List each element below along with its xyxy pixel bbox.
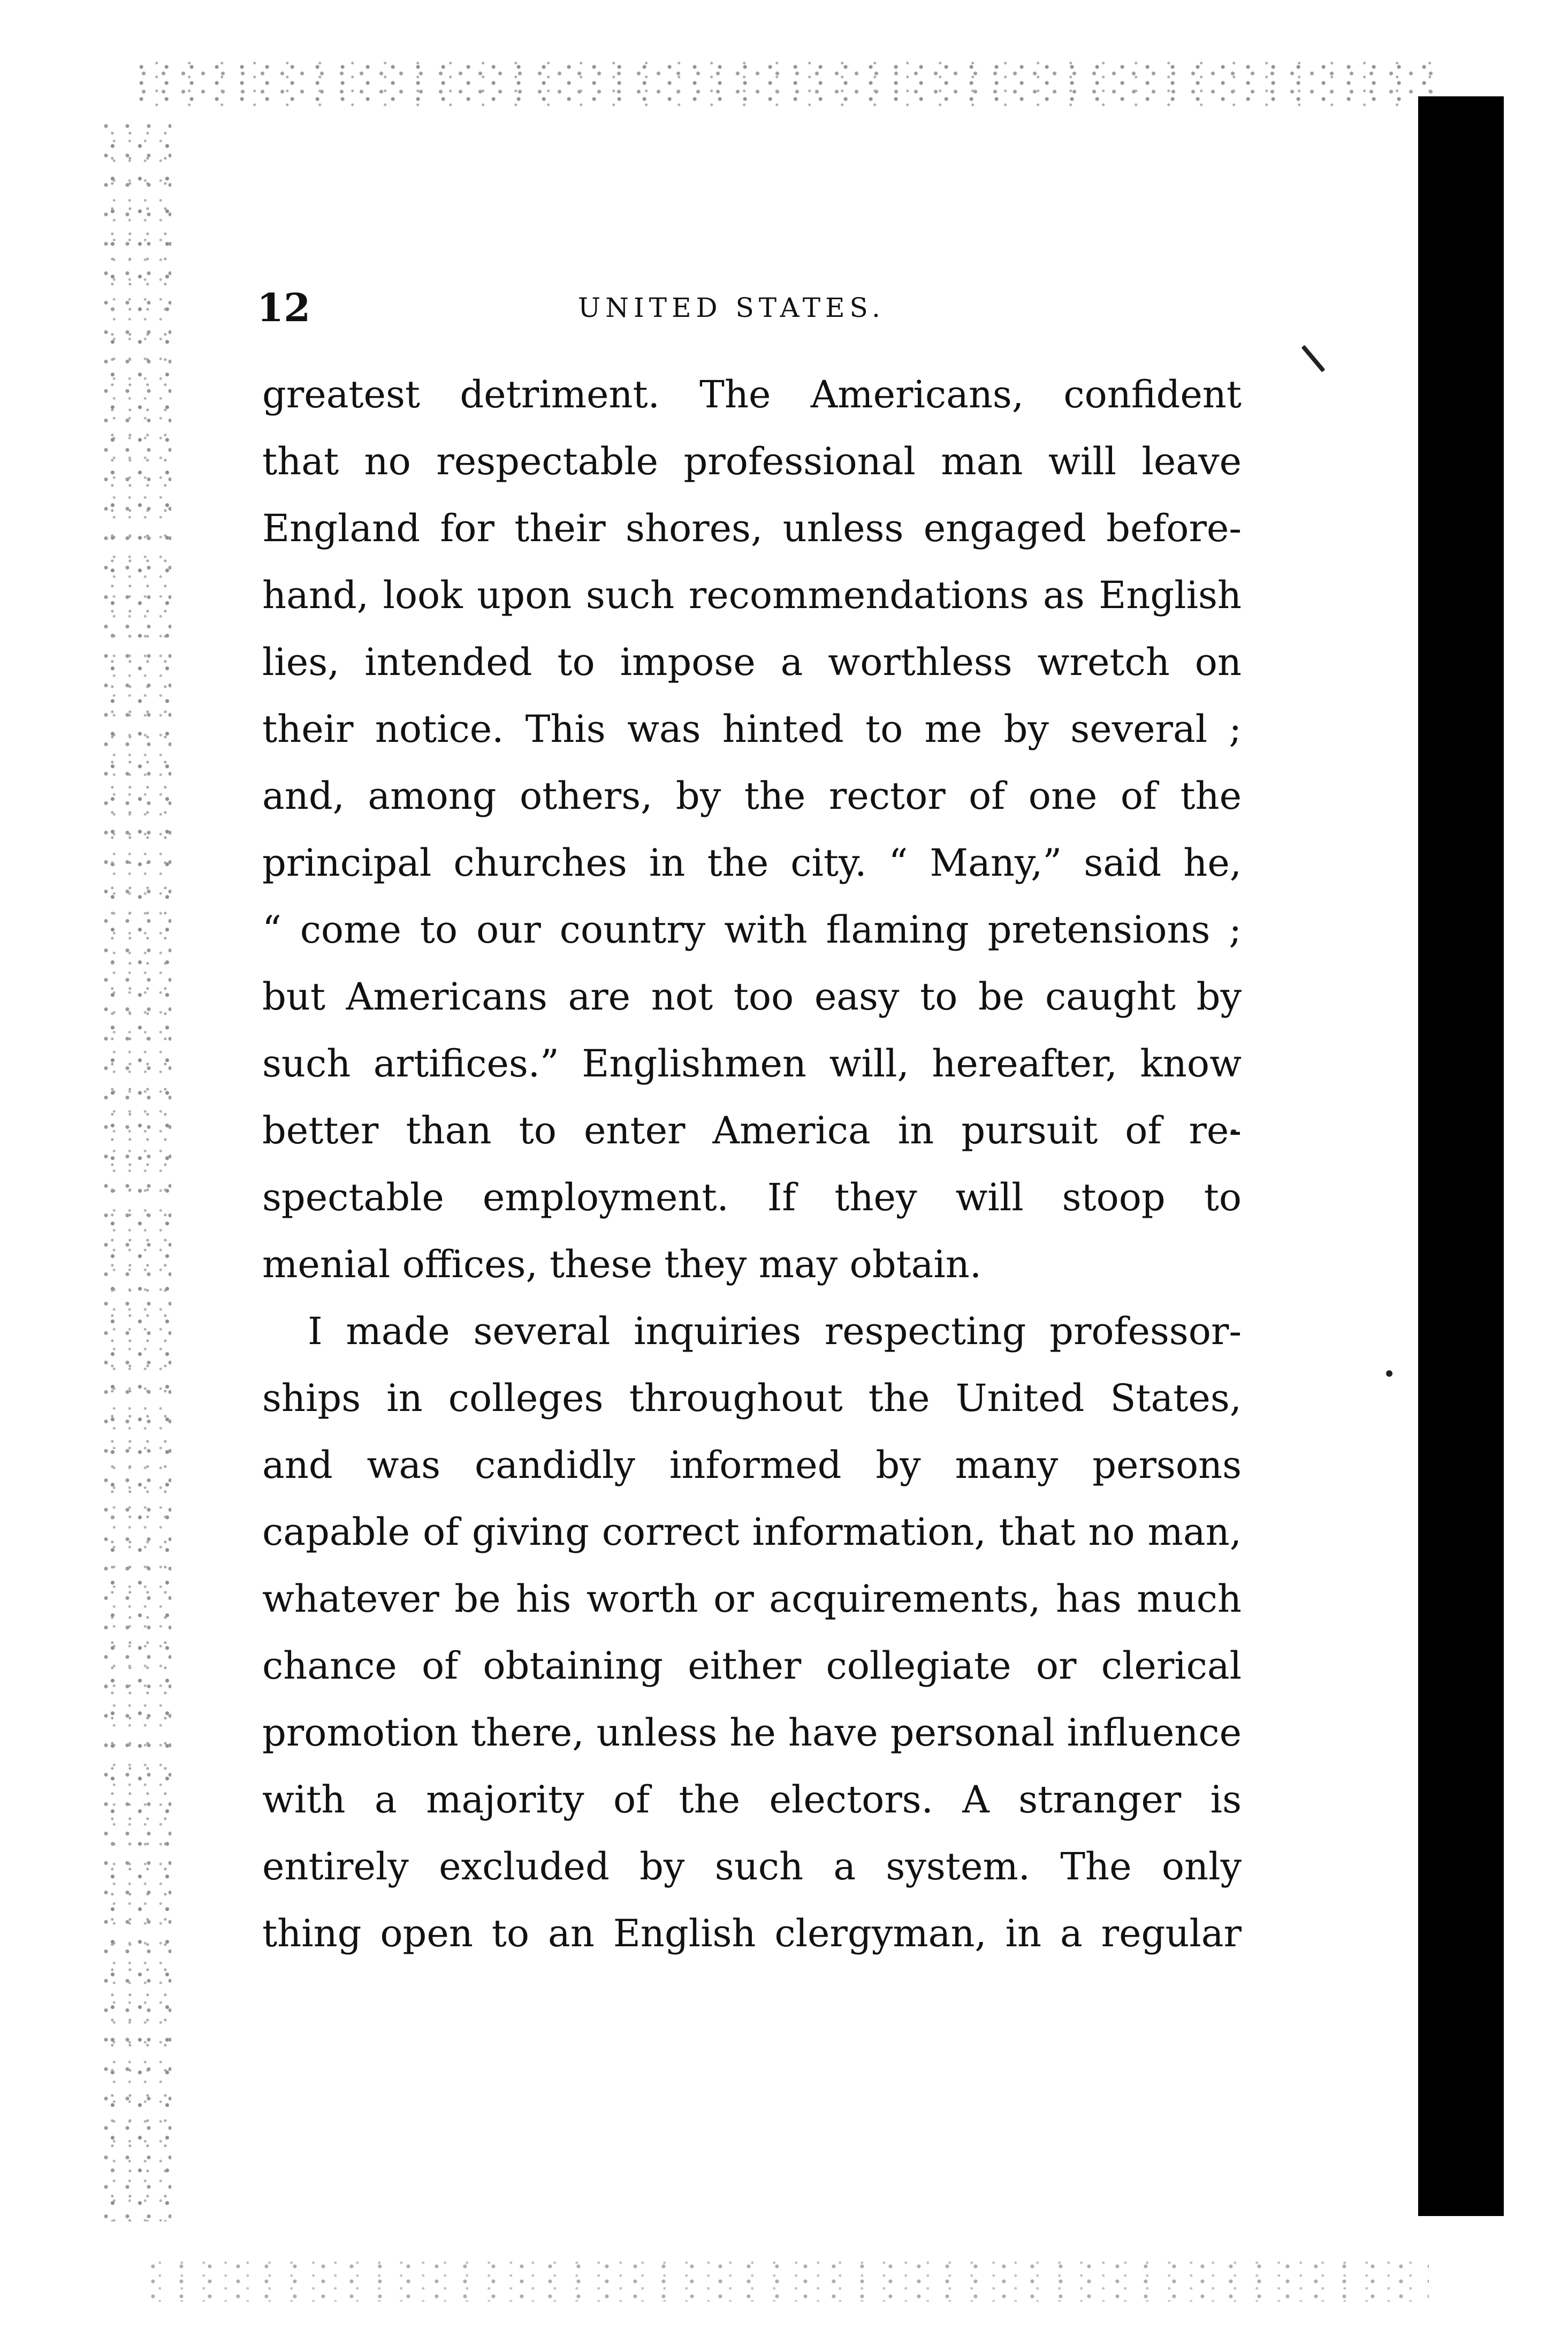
text-line: chance of obtaining either collegiate or clerical: [262, 1644, 1242, 1688]
text-line: England for their shores, unless engaged before-: [262, 506, 1242, 550]
text-line: spectable employment. If they will stoop to: [262, 1175, 1242, 1219]
text-line: and, among others, by the rector of one of the: [262, 774, 1242, 818]
text-line: such artifices.” Englishmen will, hereafter, know: [262, 1042, 1242, 1086]
text-line: principal churches in the city. “ Many,” said he,: [262, 841, 1242, 885]
scan-edge-left: [102, 123, 171, 2221]
text-line: better than to enter America in pursuit of re-: [262, 1109, 1242, 1152]
text-line: “ come to our country with flaming pretensions ;: [262, 908, 1242, 952]
text-line: capable of giving correct information, that no man,: [262, 1510, 1242, 1554]
text-line: ships in colleges throughout the United States,: [262, 1376, 1242, 1420]
text-line: hand, look upon such recommendations as English: [262, 573, 1242, 617]
scan-edge-top: [134, 59, 1434, 107]
text-line: greatest detriment. The Americans, confident: [262, 373, 1242, 416]
text-line: lies, intended to impose a worthless wretch on: [262, 640, 1242, 684]
text-line: promotion there, unless he have personal influence: [262, 1711, 1242, 1755]
scan-mark: [1301, 345, 1326, 372]
paragraph: [262, 1298, 1242, 1967]
paragraph: [262, 361, 1242, 1298]
text-line: and was candidly informed by many persons: [262, 1443, 1242, 1487]
text-line: with a majority of the electors. A stranger is: [262, 1778, 1242, 1822]
text-line: but Americans are not too easy to be caught by: [262, 975, 1242, 1019]
running-head: UNITED STATES.: [578, 292, 885, 323]
scan-speck: [1386, 1370, 1392, 1377]
text-line: entirely excluded by such a system. The only: [262, 1845, 1242, 1888]
text-line: I made several inquiries respecting professor-: [308, 1309, 1242, 1353]
text-line: whatever be his worth or acquirements, has much: [262, 1577, 1242, 1621]
text-line: menial offices, these they may obtain.: [262, 1242, 982, 1286]
page-number: 12: [257, 285, 311, 330]
body-text: [262, 361, 1242, 1967]
text-line: that no respectable professional man will leave: [262, 439, 1242, 483]
text-line: thing open to an English clergyman, in a regular: [262, 1911, 1242, 1955]
scan-edge-bottom: [144, 2259, 1429, 2302]
running-header: [257, 278, 1274, 337]
scan-binding-shadow: [1418, 96, 1504, 2216]
text-line: their notice. This was hinted to me by several ;: [262, 707, 1242, 751]
